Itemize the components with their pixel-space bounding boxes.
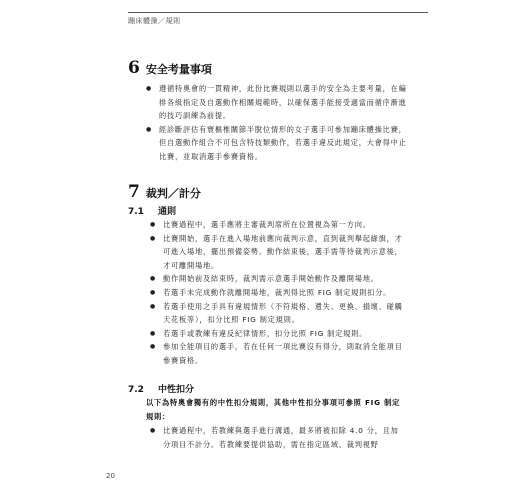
list-item: ● 參加全能項目的選手，若在任何一項比賽沒有得分，則取消全能項目參賽資格。 [150,340,406,367]
section-7-2-title: 中性扣分 [158,385,195,395]
section-7-number: 7 [128,182,140,202]
section-7-1-number: 7.1 [128,207,144,217]
running-header: 蹦床體操／規則 [128,17,181,25]
section-6-list [146,82,408,164]
section-7-2-intro: 以下為特奧會獨有的中性扣分規則，其他中性扣分事項可參照 FIG 制定規則： [146,398,401,421]
list-item: ● 比賽過程中，若教練與選手進行溝通，最多將被扣除 4.0 分，且加分項目不計分。若教練要提供協助，需在指定區域、裁判視野 [150,424,406,451]
section-6-title: 安全考量事項 [145,63,212,76]
section-7-title: 裁判／計分 [145,187,201,200]
page-number: 20 [106,472,115,480]
header-rule [128,12,428,13]
list-item: ● 若選手或教練有違反紀律情形，扣分比照 FIG 制定規則。 [150,327,406,341]
list-item: ● 經診斷評估有寰樞椎關節半脫位情形的女子選手可參加蹦床體操比賽，但自選動作組合不可包含特技類動作，若選手違反此規定，大會得中止比賽，並取消選手參賽資格。 [146,123,408,164]
section-6-number: 6 [128,58,140,78]
list-item: ● 比賽開始，選手在進入場地前應向裁判示意，直到裁判舉起綠旗，才可進入場地，擺出預備姿勢。動作結束後，選手需等待裁判示意後，才可離開場地。 [150,232,406,273]
section-7-2-list [150,424,406,451]
section-7-2-heading [128,382,194,395]
list-item: ● 若選手使用之手具有違規情形（不符規格、遺失、更換、損壞、碰觸天花板等），扣分比照 FIG 制定規則。 [150,300,406,327]
section-7-heading [128,182,201,202]
list-item: ● 動作開始前及結束時，裁判需示意選手開始動作及離開場地。 [150,272,406,286]
list-item: ● 遵循特奧會的一貫精神，此份比賽規則以選手的安全為主要考量，在編排各級指定及自選動作相關規範時，以確保選手能接受適當而循序漸進的技巧訓練為前提。 [146,82,408,123]
section-7-1-title: 通則 [158,207,177,217]
section-7-1-list [150,218,406,368]
list-item: ● 比賽過程中，選手應將主審裁判席所在位置視為第一方向。 [150,218,406,232]
list-item: ● 若選手未完成動作就離開場地，裁判得比照 FIG 制定規則扣分。 [150,286,406,300]
section-6-heading [128,58,212,78]
section-7-2-number: 7.2 [128,385,144,395]
section-7-1-heading [128,204,176,217]
